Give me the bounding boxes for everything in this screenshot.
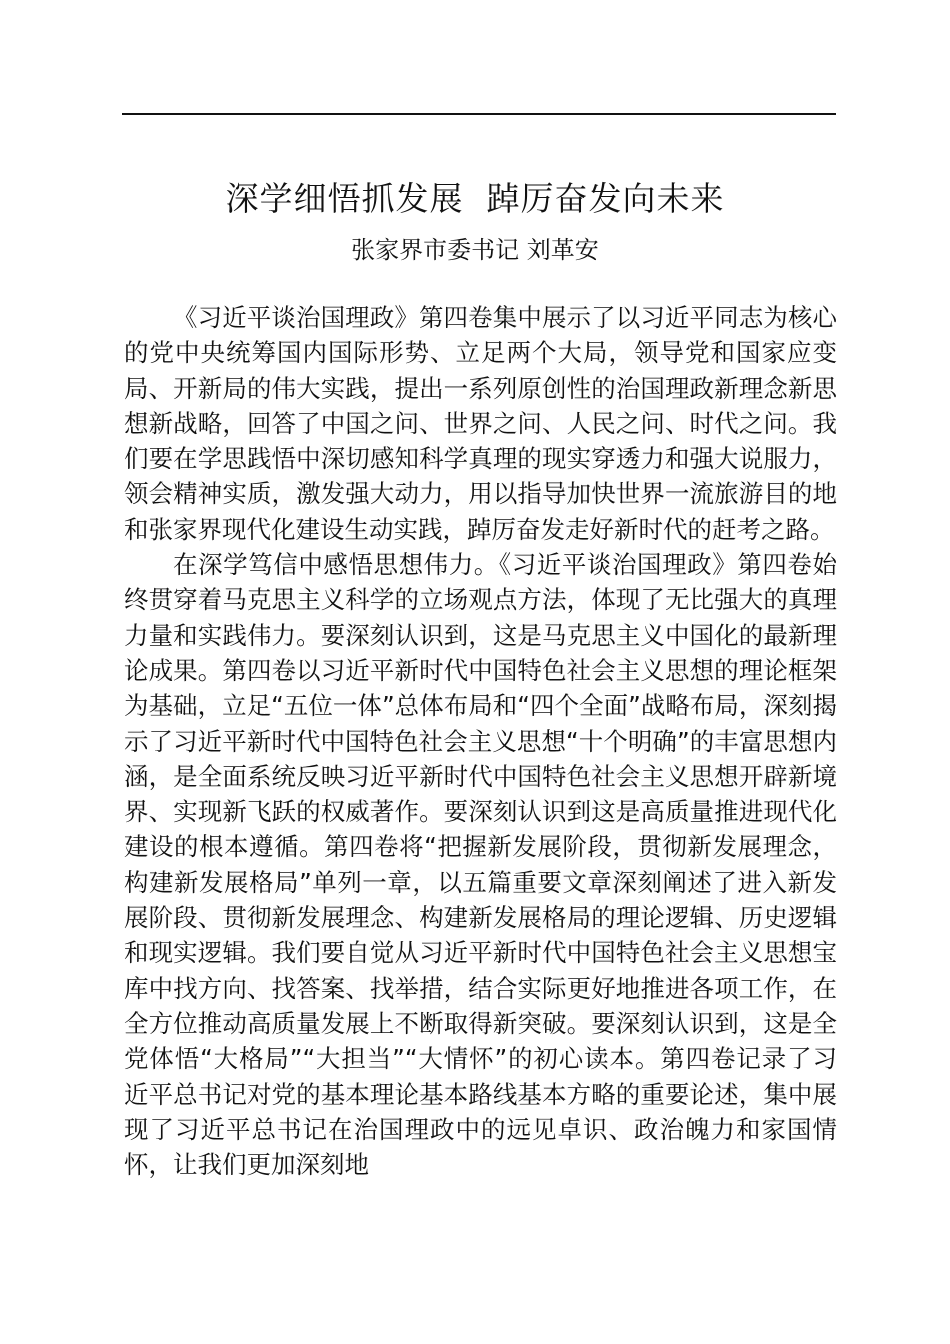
article-title: 深学细悟抓发展 踔厉奋发向未来 bbox=[225, 179, 725, 218]
paragraph-1: 《习近平谈治国理政》第四卷集中展示了以习近平同志为核心的党中央统筹国内国际形势、立足两个大局，领导党和国家应变局、开新局的伟大实践，提出一系列原创性的治国理政新理念新思想新战略，回答了中国之问、世界之问、人民之问、时代之问。我们要在学思践悟中深切感知科学真理的现实穿透力和强大说服力，领会精神实质，激发强大动力，用以指导加快世界一流旅游目的地和张家界现代化建设生动实践，踔厉奋发走好新时代的赶考之路。 bbox=[124, 303, 837, 544]
paragraph-2: 在深学笃信中感悟思想伟力。《习近平谈治国理政》第四卷始终贯穿着马克思主义科学的立场观点方法，体现了无比强大的真理力量和实践伟力。要深刻认识到，这是马克思主义中国化的最新理论成果。第四卷以习近平新时代中国特色社会主义思想的理论框架为基础，立足“五位一体”总体布局和“四个全面”战略布局，深刻揭示了习近平新时代中国特色社会主义思想“十个明确”的丰富思想内涵，是全面系统反映习近平新时代中国特色社会主义思想开辟新境界、实现新飞跃的权威著作。要深刻认识到这是高质量推进现代化建设的根本遵循。第四卷将“把握新发展阶段，贯彻新发展理念，构建新发展格局”单列一章，以五篇重要文章深刻阐述了进入新发展阶段、贯彻新发展理念、构建新发展格局的理论逻辑、历史逻辑和现实逻辑。我们要自觉从习近平新时代中国特色社会主义思想宝库中找方向、找答案、找举措，结合实际更好地推进各项工作，在全方位推动高质量发展上不断取得新突破。要深刻认识到，这是全党体悟“大格局”“大担当”“大情怀”的初心读本。第四卷记录了习近平总书记对党的基本理论基本路线基本方略的重要论述，集中展现了习近平总书记在治国理政中的远见卓识、政治魄力和家国情怀，让我们更加深刻地 bbox=[124, 550, 837, 1180]
author-byline: 张家界市委书记 刘革安 bbox=[351, 236, 599, 264]
article-body bbox=[124, 300, 837, 1182]
header-rule bbox=[122, 113, 836, 115]
